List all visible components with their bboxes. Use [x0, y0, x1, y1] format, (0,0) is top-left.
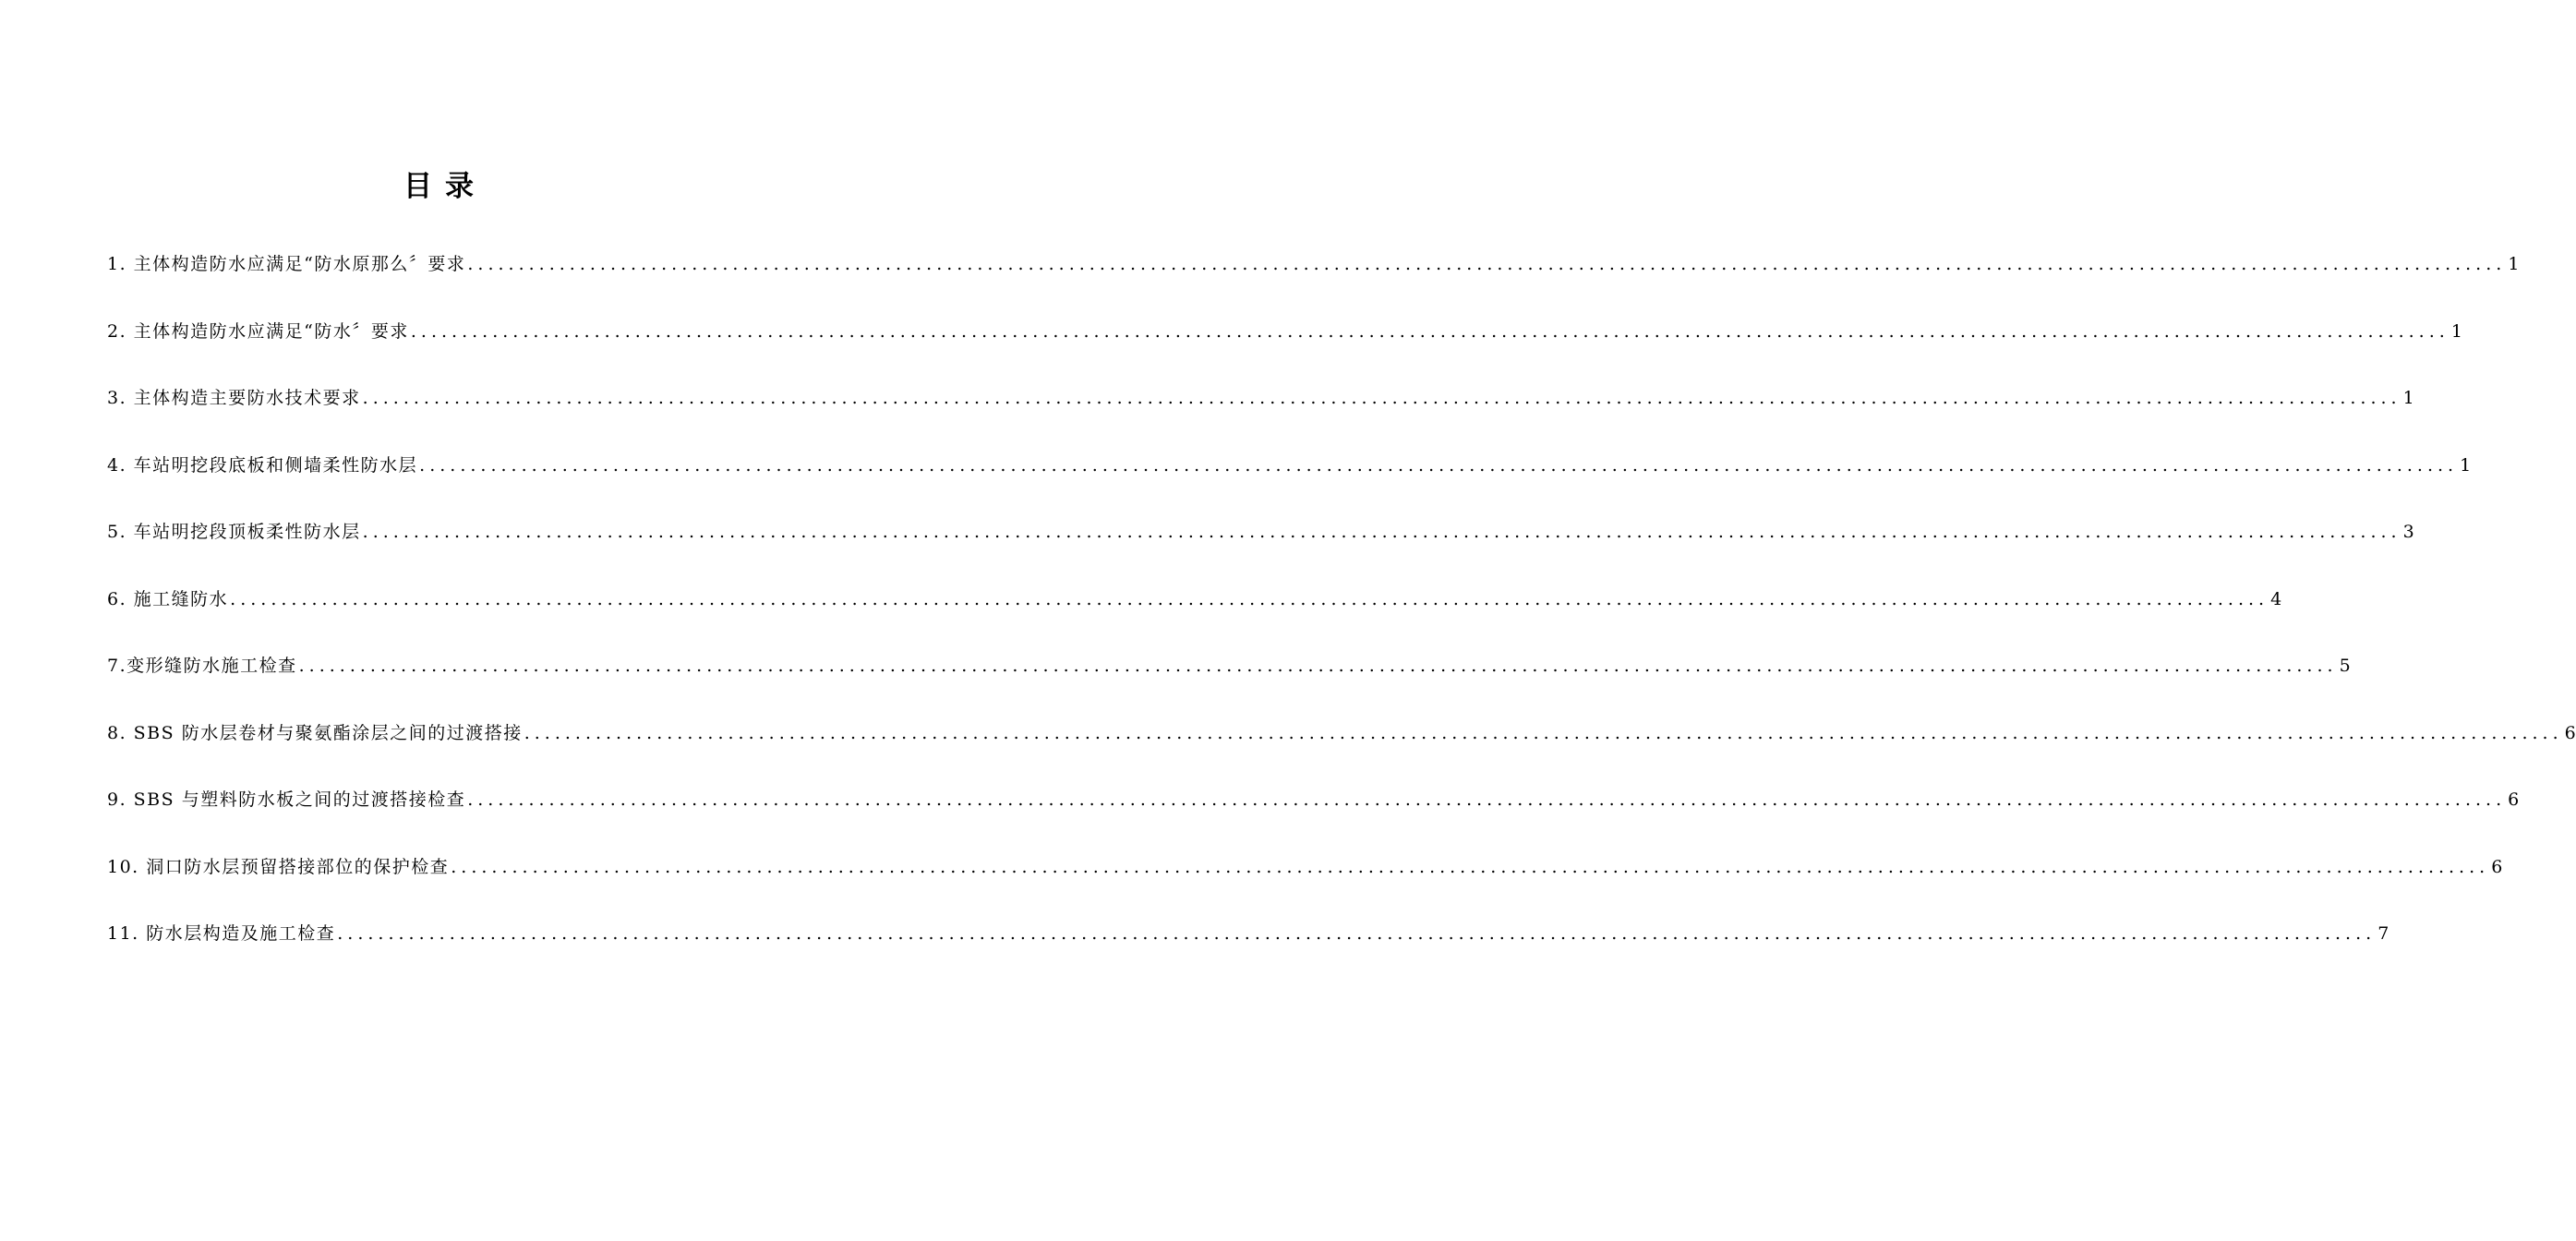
- toc-entry-8[interactable]: [107, 715, 2576, 782]
- toc-page-number: 3: [2402, 522, 2414, 542]
- toc-page-number: 1: [2460, 454, 2472, 476]
- toc-page-number: 1: [2450, 320, 2462, 342]
- toc-entry-label: 5. 车站明挖段顶板柔性防水层: [107, 522, 361, 542]
- toc-page-number: 6: [2491, 856, 2503, 877]
- toc-entry-11[interactable]: [107, 915, 2389, 982]
- toc-page-number: 5: [2339, 656, 2351, 676]
- toc-dot-leader: ........................................................................................................................................................................................................: [362, 388, 2401, 408]
- toc-page-number: 7: [2377, 923, 2389, 944]
- toc-entry-label: 9. SBS 与塑料防水板之间的过渡搭接检查: [107, 789, 466, 810]
- toc-dot-leader: ........................................................................................................................................................................................................: [467, 254, 2507, 274]
- toc-entry-label: 2. 主体构造防水应满足“防水〞要求: [107, 320, 409, 342]
- toc-entry-10[interactable]: [107, 849, 2503, 916]
- toc-entry-label: 8. SBS 防水层卷材与聚氨酯涂层之间的过渡搭接: [107, 722, 523, 743]
- toc-entry-4[interactable]: [107, 447, 2472, 514]
- toc-page-number: 6: [2508, 789, 2520, 810]
- toc-entry-label: 4. 车站明挖段底板和侧墙柔性防水层: [107, 454, 418, 476]
- toc-dot-leader: ........................................................................................................................................................................................................: [230, 588, 2269, 609]
- toc-dot-leader: ........................................................................................................................................................................................................: [362, 522, 2401, 542]
- toc-page-number: 4: [2270, 588, 2282, 609]
- table-of-contents: [107, 246, 2576, 982]
- toc-entry-9[interactable]: [107, 781, 2520, 849]
- toc-entry-2[interactable]: [107, 313, 2462, 380]
- toc-page-number: 6: [2564, 722, 2576, 743]
- toc-dot-leader: ........................................................................................................................................................................................................: [298, 656, 2338, 676]
- toc-entry-5[interactable]: [107, 513, 2414, 581]
- toc-page-number: 1: [2402, 388, 2414, 408]
- toc-entry-7[interactable]: [107, 647, 2351, 715]
- toc-entry-label: 3. 主体构造主要防水技术要求: [107, 388, 361, 408]
- toc-entry-label: 7.变形缝防水施工检查: [107, 656, 297, 676]
- toc-entry-label: 1. 主体构造防水应满足“防水原那么〞要求: [107, 254, 466, 274]
- toc-dot-leader: ........................................................................................................................................................................................................: [337, 923, 2377, 944]
- toc-dot-leader: ........................................................................................................................................................................................................: [467, 789, 2507, 810]
- toc-dot-leader: ........................................................................................................................................................................................................: [451, 856, 2490, 877]
- toc-entry-label: 6. 施工缝防水: [107, 588, 229, 609]
- toc-entry-6[interactable]: [107, 581, 2282, 648]
- toc-entry-label: 10. 洞口防水层预留搭接部位的保护检查: [107, 856, 450, 877]
- page-title: 目录: [403, 170, 487, 203]
- toc-entry-1[interactable]: [107, 246, 2520, 313]
- toc-dot-leader: ........................................................................................................................................................................................................: [419, 454, 2459, 476]
- toc-entry-3[interactable]: [107, 380, 2414, 447]
- toc-dot-leader: ........................................................................................................................................................................................................: [524, 722, 2563, 743]
- toc-dot-leader: ........................................................................................................................................................................................................: [410, 320, 2450, 342]
- toc-entry-label: 11. 防水层构造及施工检查: [107, 923, 336, 944]
- toc-page-number: 1: [2508, 254, 2520, 274]
